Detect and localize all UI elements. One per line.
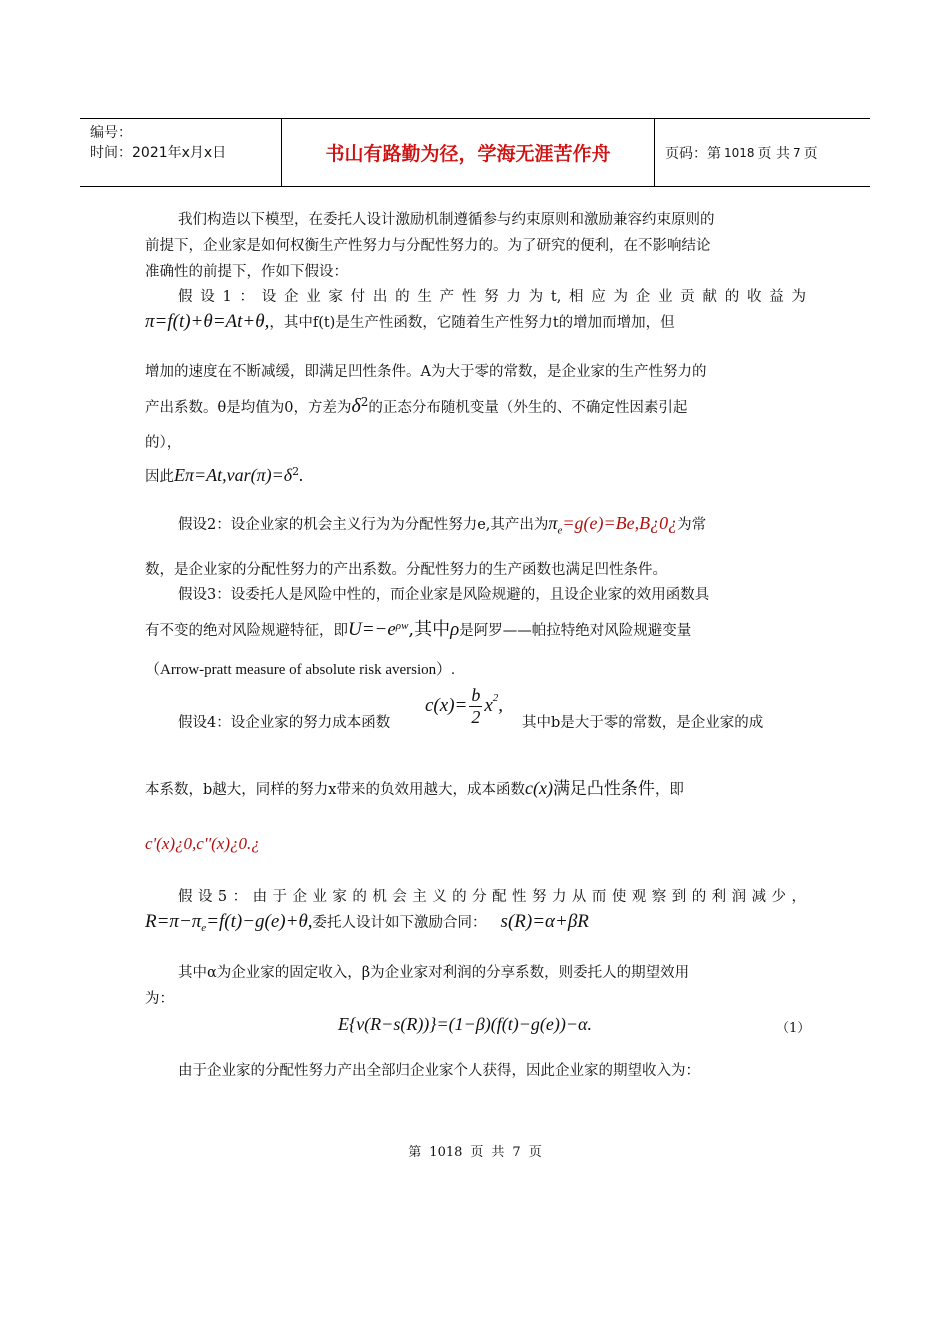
- cost-function-symbol: c(x): [524, 778, 553, 798]
- assumption-1-line: 假设1：设企业家付出的生产性努力为t,相应为企业贡献的收益为: [178, 289, 806, 305]
- fraction: [469, 685, 482, 728]
- header-page-suffix: 页: [803, 145, 818, 162]
- assumption-3-line: （Arrow-pratt measure of absolute risk aversion）.: [145, 662, 455, 678]
- assumption-3-text: 是阿罗——帕拉特绝对风险规避变量: [459, 622, 692, 639]
- header-page-mid: 页 共: [757, 145, 790, 162]
- rho-symbol: ρ: [450, 618, 460, 640]
- footer-page-current: 1018: [429, 1145, 463, 1160]
- cost-function-formula: [425, 682, 503, 730]
- assumption-4-line: [145, 778, 684, 800]
- cost-formula-tail: ,: [498, 695, 504, 716]
- cost-formula-variable: x: [484, 695, 493, 716]
- assumption-1-line: 因此$E\pi=At,var(\pi)=\delta^2$.: [145, 464, 304, 485]
- fraction-denominator: 2: [471, 706, 481, 727]
- assumption-1-line: 的），: [145, 435, 182, 451]
- contract-formula: s(R)=α+βR: [500, 911, 589, 932]
- assumption-4-line: 假设4：设企业家的努力成本函数: [178, 715, 391, 731]
- assumption-2-line: 数，是企业家的分配性努力的产出系数。分配性努力的生产函数也满足凹性条件。: [145, 562, 667, 578]
- assumption-3-line: 假设3：设委托人是风险中性的，而企业家是风险规避的，且设企业家的效用函数具: [178, 587, 710, 603]
- page-footer: [0, 1141, 950, 1160]
- assumption-1-line: [145, 312, 675, 333]
- header-number-label: 编号：: [90, 125, 132, 141]
- assumption-1-line: 增加的速度在不断减缓，即满足凹性条件。A为大于零的常数，是企业家的生产性努力的: [145, 364, 707, 380]
- profit-formula-subscript: e: [201, 921, 207, 934]
- header-meta: [90, 123, 226, 163]
- cost-formula-left: c(x)=: [425, 695, 468, 716]
- pi-subscript: e: [557, 524, 563, 537]
- header-page-total: 7: [793, 145, 801, 160]
- assumption-4-text: 满足凸性条件: [552, 779, 655, 799]
- assumption-1-text: 因此: [145, 468, 174, 485]
- variance-symbol: δ: [351, 394, 361, 417]
- paragraph-line: 由于企业家的分配性努力产出全部归企业家个人获得，因此企业家的期望收入为：: [178, 1063, 700, 1079]
- header-page-prefix: 页码：第: [665, 145, 721, 162]
- expectation-formula: Eπ=At,var(π)=δ: [174, 464, 293, 485]
- equation-1: E{v(R−s(R))}=(1−β)(f(t)−g(e))−α.: [338, 1014, 592, 1034]
- assumption-3-text: 有不变的绝对风险规避特征，即: [145, 622, 348, 639]
- assumption-1-text: 产出系数。θ是均值为0，方差为: [145, 399, 352, 416]
- assumption-5-line: 假设5：由于企业家的机会主义的分配性努力从而使观察到的利润减少，: [178, 889, 806, 905]
- fraction-numerator: b: [471, 684, 481, 705]
- header-page-current: 1018: [724, 145, 755, 160]
- assumption-5-line: [145, 912, 589, 938]
- assumption-5-text: 委托人设计如下激励合同：: [312, 915, 487, 931]
- footer-page-label: 页: [470, 1145, 484, 1160]
- assumption-4-text: ，即: [654, 782, 684, 798]
- assumption-1-text: 的正态分布随机变量（外生的、不确定性因素引起: [368, 399, 688, 416]
- assumption-2-line: [178, 513, 706, 541]
- utility-formula: U=−e: [348, 618, 396, 640]
- header-motto: 书山有路勤为径，学海无涯苦作舟: [325, 143, 611, 165]
- footer-suffix: 页: [528, 1145, 542, 1160]
- assumption-3-text: ,其中: [408, 618, 451, 640]
- header-divider: [654, 119, 655, 186]
- header-time-label: 时间：2021年x月x日: [90, 145, 227, 161]
- header-page-info: [665, 119, 818, 186]
- utility-exponent: ρw: [395, 620, 409, 632]
- formula-end: .: [299, 464, 304, 485]
- cost-formula-exponent: 2: [492, 692, 499, 704]
- page-header: [80, 118, 870, 187]
- footer-prefix: 第: [408, 1145, 422, 1160]
- paragraph-line: 准确性的前提下，作如下假设：: [145, 264, 348, 280]
- footer-total-label: 共: [491, 1145, 505, 1160]
- profit-formula-rest: =f(t)−g(e)+θ,: [206, 911, 313, 932]
- production-formula: π=f(t)+θ=At+θ,: [145, 311, 270, 332]
- paragraph-line: 我们构造以下模型，在委托人设计激励机制遵循参与约束原则和激励兼容约束原则的: [178, 212, 715, 228]
- profit-formula: R=π−π: [145, 911, 202, 932]
- assumption-4-line: 其中b是大于零的常数，是企业家的成: [522, 715, 764, 731]
- assumption-2-text: 为常: [677, 517, 707, 533]
- assumption-4-text: 本系数，b越大，同样的努力x带来的负效用越大，成本函数: [145, 782, 525, 798]
- footer-page-total: 7: [512, 1145, 521, 1160]
- equation-number: （1）: [776, 1021, 811, 1036]
- assumption-3-line: [145, 616, 691, 641]
- paragraph-line: 前提下，企业家是如何权衡生产性努力与分配性努力的。为了研究的便利，在不影响结论: [145, 238, 711, 254]
- assumption-1-text: ，其中f(t)是生产性函数，它随着生产性努力t的增加而增加，但: [269, 315, 675, 331]
- distribution-formula-rest: =g(e)=Be,B¿0¿: [562, 513, 678, 533]
- convexity-condition: c'(x)¿0,c''(x)¿0.¿: [145, 834, 260, 853]
- distribution-formula: [548, 513, 678, 537]
- assumption-2-text: 假设2：设企业家的机会主义行为为分配性努力e,其产出为: [178, 517, 549, 533]
- assumption-1-line: 产出系数。θ是均值为0，方差为$\delta^2$的正态分布随机变量（外生的、不确定性因素引起: [145, 394, 688, 417]
- pi-symbol: π: [548, 513, 558, 533]
- paragraph-line: 为：: [145, 991, 174, 1007]
- paragraph-line: 其中α为企业家的固定收入，β为企业家对利润的分享系数，则委托人的期望效用: [178, 965, 690, 981]
